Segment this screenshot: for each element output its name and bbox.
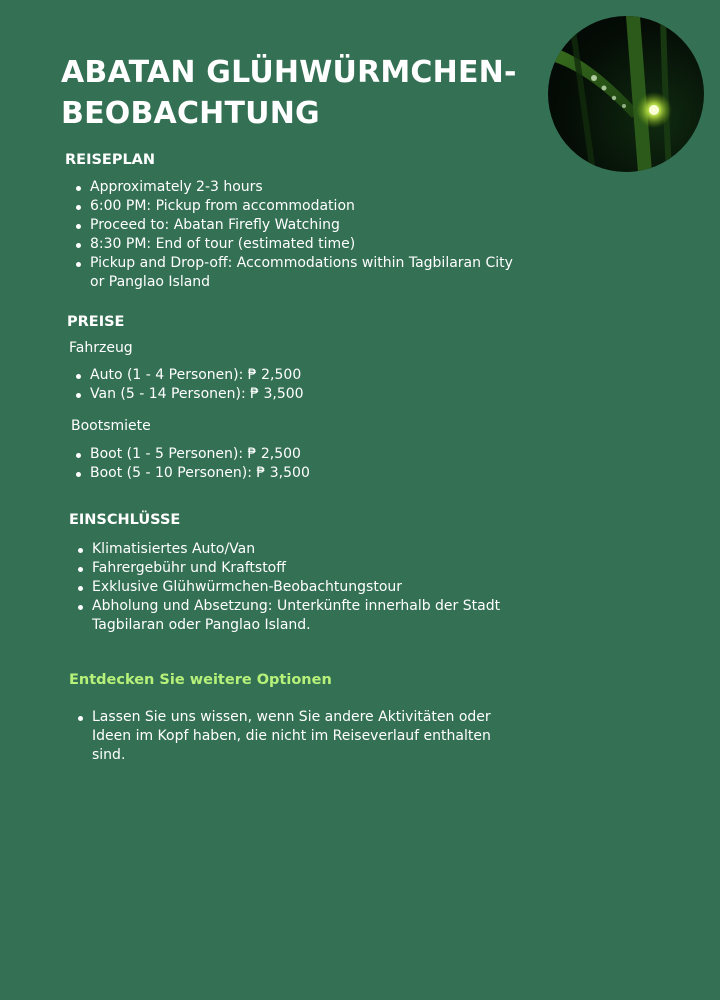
prices-heading: PREISE [67,314,125,330]
boat-label: Bootsmiete [71,418,151,434]
itinerary-heading: REISEPLAN [65,152,156,168]
list-item: Klimatisiertes Auto/Van [76,540,576,559]
list-item: Approximately 2-3 hours [74,178,524,197]
inclusions-list [76,540,576,635]
list-item: Proceed to: Abatan Firefly Watching [74,216,524,235]
itinerary-list [74,178,524,292]
list-item: 6:00 PM: Pickup from accommodation [74,197,524,216]
list-item: 8:30 PM: End of tour (estimated time) [74,235,524,254]
list-item: Fahrergebühr und Kraftstoff [76,559,576,578]
list-item: Lassen Sie uns wissen, wenn Sie andere Aktivitäten oder Ideen im Kopf haben, die nicht im Reiseverlauf enthalten sind. [76,708,521,765]
list-item: Van (5 - 14 Personen): ₱ 3,500 [74,385,474,404]
vehicle-price-list [74,366,474,404]
vehicle-label: Fahrzeug [69,340,133,356]
list-item: Abholung und Absetzung: Unterkünfte innerhalb der Stadt Tagbilaran oder Panglao Island. [76,597,576,635]
more-options-heading: Entdecken Sie weitere Optionen [69,672,332,688]
boat-price-list [74,445,474,483]
firefly-on-grass-photo [548,16,704,172]
list-item: Auto (1 - 4 Personen): ₱ 2,500 [74,366,474,385]
list-item: Pickup and Drop-off: Accommodations within Tagbilaran City or Panglao Island [74,254,524,292]
more-options-list [76,708,521,765]
list-item: Boot (1 - 5 Personen): ₱ 2,500 [74,445,474,464]
page-title: ABATAN GLÜHWÜRMCHEN-BEOBACHTUNG [61,55,517,131]
inclusions-heading: EINSCHLÜSSE [69,512,181,528]
list-item: Boot (5 - 10 Personen): ₱ 3,500 [74,464,474,483]
list-item: Exklusive Glühwürmchen-Beobachtungstour [76,578,576,597]
